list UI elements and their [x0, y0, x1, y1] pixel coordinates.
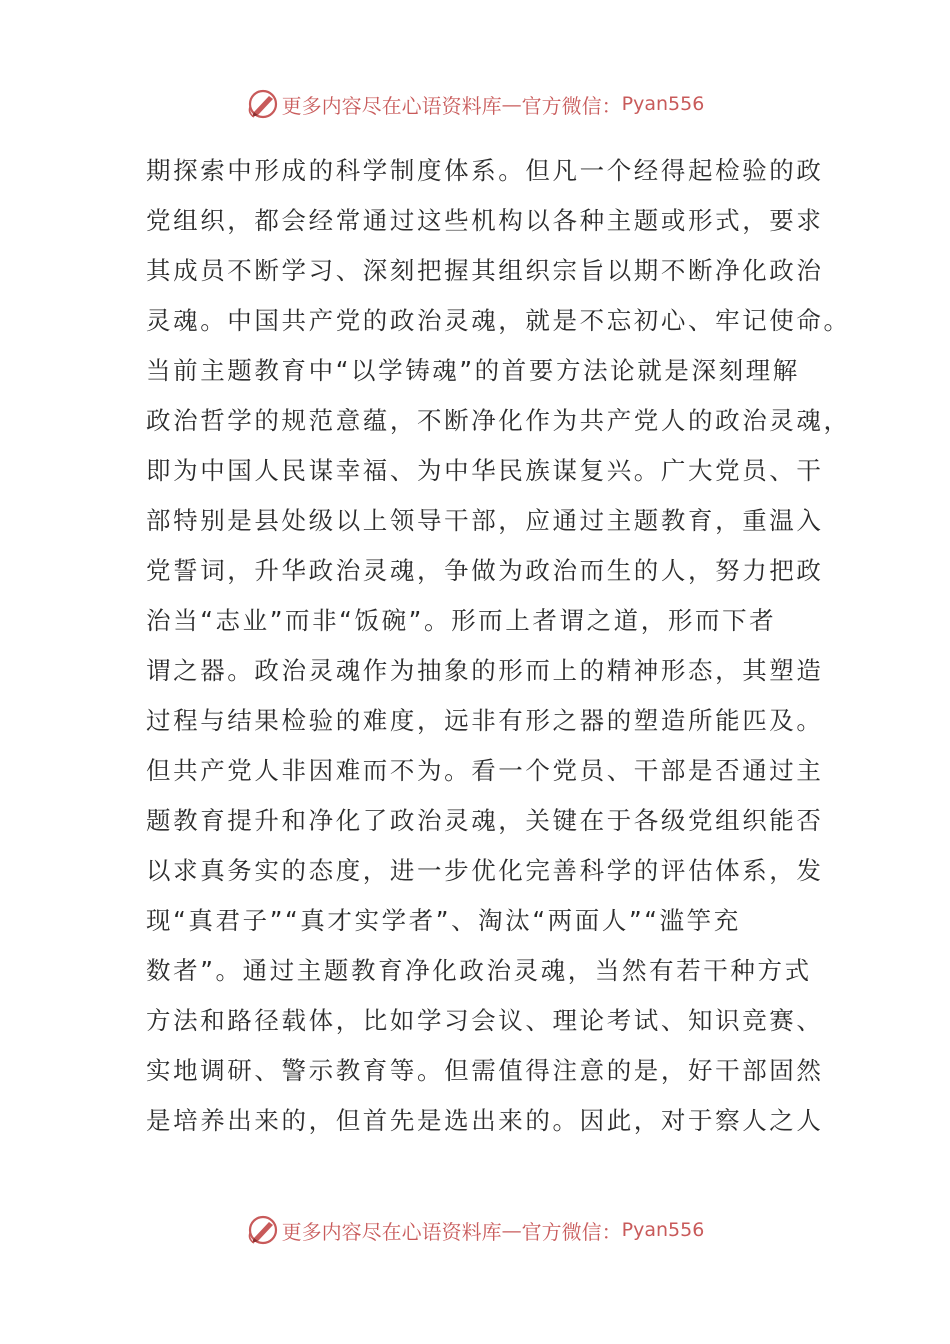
body-line: 谓之器。政治灵魂作为抽象的形而上的精神形态，其塑造 — [146, 656, 824, 685]
body-line: 以求真务实的态度，进一步优化完善科学的评估体系，发 — [146, 856, 824, 885]
header-wechat-id: Pyan556 — [621, 93, 705, 115]
body-line: 题教育提升和净化了政治灵魂，关键在于各级党组织能否 — [146, 806, 824, 835]
pen-nib-circle-icon — [246, 87, 280, 121]
body-line: 是培养出来的，但首先是选出来的。因此，对于察人之人 — [146, 1106, 824, 1135]
footer-banner — [0, 1212, 950, 1248]
body-line: 党誓词，升华政治灵魂，争做为政治而生的人，努力把政 — [146, 556, 824, 585]
body-line: 数者”。通过主题教育净化政治灵魂，当然有若干种方式 — [146, 956, 812, 985]
body-line: 部特别是县处级以上领导干部，应通过主题教育，重温入 — [146, 506, 824, 535]
body-line: 当前主题教育中“以学铸魂”的首要方法论就是深刻理解 — [146, 356, 800, 385]
body-line: 实地调研、警示教育等。但需值得注意的是，好干部固然 — [146, 1056, 824, 1085]
body-line: 期探索中形成的科学制度体系。但凡一个经得起检验的政 — [146, 156, 824, 185]
body-line: 即为中国人民谋幸福、为中华民族谋复兴。广大党员、干 — [146, 456, 824, 485]
document-body — [146, 146, 851, 1146]
footer-brand-text: 更多内容尽在心语资料库 — [281, 1219, 502, 1244]
body-line: 政治哲学的规范意蕴，不断净化作为共产党人的政治灵魂， — [146, 406, 851, 435]
body-line: 方法和路径载体，比如学习会议、理论考试、知识竞赛、 — [146, 1006, 824, 1035]
footer-dash: — — [501, 1218, 522, 1242]
body-line: 灵魂。中国共产党的政治灵魂，就是不忘初心、牢记使命。 — [146, 306, 851, 335]
body-line: 治当“志业”而非“饭碗”。形而上者谓之道，形而下者 — [146, 606, 777, 635]
body-line: 过程与结果检验的难度，远非有形之器的塑造所能匹及。 — [146, 706, 824, 735]
body-line: 但共产党人非因难而不为。看一个党员、干部是否通过主 — [146, 756, 824, 785]
pen-nib-circle-icon — [246, 1213, 280, 1247]
header-wechat-label: 官方微信： — [521, 93, 622, 118]
body-line: 其成员不断学习、深刻把握其组织宗旨以期不断净化政治 — [146, 256, 824, 285]
body-line: 党组织，都会经常通过这些机构以各种主题或形式，要求 — [146, 206, 824, 235]
footer-wechat-id: Pyan556 — [621, 1219, 705, 1241]
header-banner — [0, 86, 950, 122]
header-dash: — — [501, 92, 522, 116]
body-line: 现“真君子”“真才实学者”、淘汰“两面人”“滥竽充 — [146, 906, 741, 935]
header-brand-text: 更多内容尽在心语资料库 — [281, 93, 502, 118]
footer-wechat-label: 官方微信： — [521, 1219, 622, 1244]
